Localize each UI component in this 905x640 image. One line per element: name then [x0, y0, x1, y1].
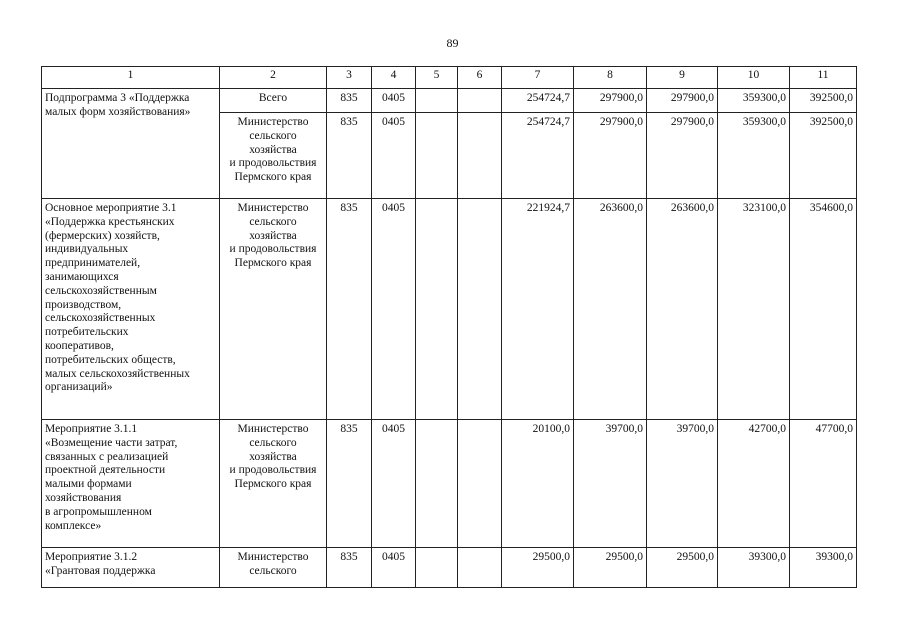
- empty-cell: [458, 548, 502, 588]
- amount-cell: 392500,0: [790, 113, 857, 199]
- amount-cell: 297900,0: [647, 113, 718, 199]
- amount-cell: 39300,0: [790, 548, 857, 588]
- amount-cell: 354600,0: [790, 199, 857, 420]
- code-cell: 0405: [372, 113, 416, 199]
- header-cell: 10: [718, 67, 790, 89]
- amount-cell: 297900,0: [647, 89, 718, 113]
- amount-cell: 39700,0: [647, 420, 718, 548]
- empty-cell: [458, 89, 502, 113]
- header-cell: 7: [502, 67, 574, 89]
- amount-cell: 29500,0: [574, 548, 647, 588]
- budget-table: [41, 66, 857, 588]
- amount-cell: 263600,0: [574, 199, 647, 420]
- table-row: [42, 89, 857, 113]
- header-cell: 6: [458, 67, 502, 89]
- code-cell: 0405: [372, 420, 416, 548]
- activity-name: Основное мероприятие 3.1 «Поддержка крестьянских (фермерских) хозяйств, индивидуальных предпринимателей, занимающихся сельскохозяйственным производством, сельскохозяйственных потребительских кооперативов, потребительских обществ, малых сельскохозяйственных организаций»: [42, 199, 220, 420]
- header-cell: 8: [574, 67, 647, 89]
- amount-cell: 39700,0: [574, 420, 647, 548]
- table-header-row: [42, 67, 857, 89]
- table-row: [42, 199, 857, 420]
- empty-cell: [416, 420, 458, 548]
- executor-cell: Всего: [220, 89, 327, 113]
- executor-cell: Министерство сельского хозяйства и продовольствия Пермского края: [220, 420, 327, 548]
- code-cell: 0405: [372, 89, 416, 113]
- code-cell: 0405: [372, 548, 416, 588]
- amount-cell: 359300,0: [718, 113, 790, 199]
- amount-cell: 221924,7: [502, 199, 574, 420]
- header-cell: 2: [220, 67, 327, 89]
- amount-cell: 263600,0: [647, 199, 718, 420]
- amount-cell: 323100,0: [718, 199, 790, 420]
- header-cell: 9: [647, 67, 718, 89]
- empty-cell: [416, 548, 458, 588]
- empty-cell: [458, 420, 502, 548]
- amount-cell: 29500,0: [502, 548, 574, 588]
- empty-cell: [458, 113, 502, 199]
- table-row: [42, 420, 857, 548]
- amount-cell: 29500,0: [647, 548, 718, 588]
- code-cell: 835: [327, 113, 372, 199]
- executor-cell: Министерство сельского хозяйства и продовольствия Пермского края: [220, 113, 327, 199]
- page-number: 89: [446, 36, 459, 50]
- subprogram-name: Подпрограмма 3 «Поддержка малых форм хозяйствования»: [42, 89, 220, 199]
- amount-cell: 297900,0: [574, 113, 647, 199]
- amount-cell: 359300,0: [718, 89, 790, 113]
- header-cell: 1: [42, 67, 220, 89]
- executor-cell: Министерство сельского: [220, 548, 327, 588]
- code-cell: 0405: [372, 199, 416, 420]
- amount-cell: 297900,0: [574, 89, 647, 113]
- header-cell: 5: [416, 67, 458, 89]
- activity-name: Мероприятие 3.1.2 «Грантовая поддержка: [42, 548, 220, 588]
- empty-cell: [416, 89, 458, 113]
- amount-cell: 39300,0: [718, 548, 790, 588]
- amount-cell: 254724,7: [502, 113, 574, 199]
- header-cell: 3: [327, 67, 372, 89]
- code-cell: 835: [327, 548, 372, 588]
- code-cell: 835: [327, 89, 372, 113]
- code-cell: 835: [327, 420, 372, 548]
- table-row: [42, 548, 857, 588]
- header-cell: 4: [372, 67, 416, 89]
- executor-cell: Министерство сельского хозяйства и продовольствия Пермского края: [220, 199, 327, 420]
- empty-cell: [416, 113, 458, 199]
- code-cell: 835: [327, 199, 372, 420]
- amount-cell: 392500,0: [790, 89, 857, 113]
- header-cell: 11: [790, 67, 857, 89]
- amount-cell: 20100,0: [502, 420, 574, 548]
- amount-cell: 47700,0: [790, 420, 857, 548]
- activity-name: Мероприятие 3.1.1 «Возмещение части затрат, связанных с реализацией проектной деятельности малыми формами хозяйствования в агропромышленном комплексе»: [42, 420, 220, 548]
- empty-cell: [416, 199, 458, 420]
- amount-cell: 42700,0: [718, 420, 790, 548]
- amount-cell: 254724,7: [502, 89, 574, 113]
- empty-cell: [458, 199, 502, 420]
